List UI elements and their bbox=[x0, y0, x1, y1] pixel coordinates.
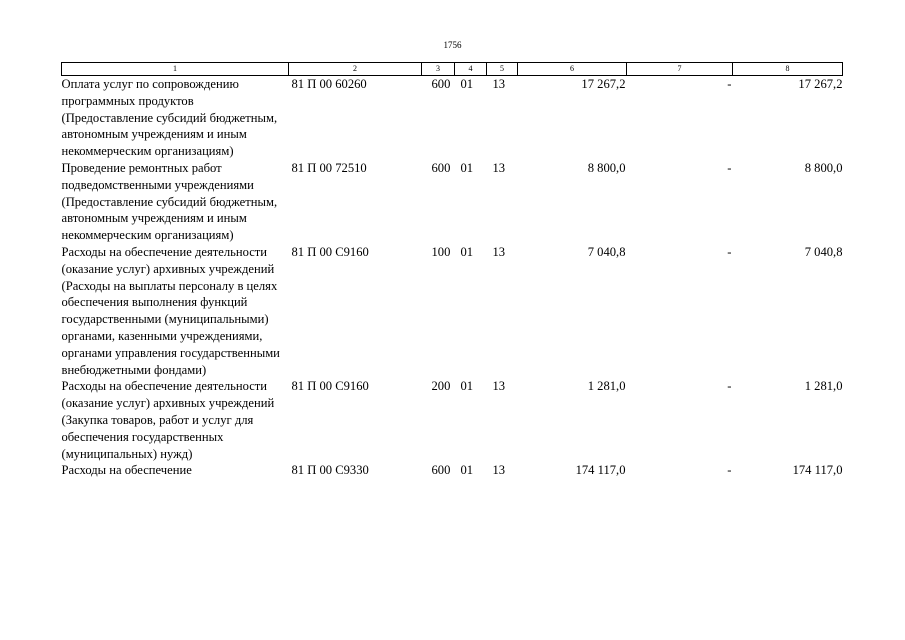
table-row bbox=[62, 462, 843, 479]
row-name: Расходы на обеспечение bbox=[61, 463, 192, 478]
row-code: 81 П 00 С9160 bbox=[291, 379, 369, 394]
row-subsection: 13 bbox=[492, 160, 506, 175]
row-expense-type: 600 bbox=[431, 463, 451, 478]
header-row bbox=[62, 63, 843, 76]
row-sum: 17 267,2 bbox=[581, 77, 626, 91]
row-name: Расходы на обеспечение деятельности (оказание услуг) архивных учреждений (Закупка товаров, работ и услуг для обеспечения государственных (муниципальных) нужд) bbox=[61, 379, 275, 461]
row-name: Оплата услуг по сопровождению программных продуктов (Предоставление субсидий бюджетным, автономным учреждениям и иным некоммерческим организациям) bbox=[61, 77, 278, 159]
header-col-7: 7 bbox=[627, 63, 733, 76]
header-col-1: 1 bbox=[62, 63, 289, 76]
row-total: 8 800,0 bbox=[804, 160, 843, 175]
row-expense-type: 600 bbox=[431, 160, 451, 175]
row-code: 81 П 00 С9330 bbox=[291, 463, 369, 478]
row-code: 81 П 00 60260 bbox=[291, 77, 367, 91]
row-subsection: 13 bbox=[492, 379, 506, 394]
budget-table bbox=[61, 62, 843, 479]
row-change: - bbox=[727, 379, 732, 394]
row-subsection: 13 bbox=[492, 77, 506, 91]
table-row bbox=[62, 378, 843, 462]
page-number: 1756 bbox=[443, 40, 462, 50]
row-sum: 174 117,0 bbox=[575, 463, 626, 478]
row-expense-type: 200 bbox=[431, 379, 451, 394]
row-sum: 7 040,8 bbox=[587, 244, 626, 259]
table-header bbox=[62, 63, 843, 76]
table-body bbox=[62, 76, 843, 480]
header-col-8: 8 bbox=[733, 63, 843, 76]
row-change: - bbox=[727, 160, 732, 175]
row-expense-type: 100 bbox=[431, 244, 451, 259]
row-name: Проведение ремонтных работ подведомственными учреждениями (Предоставление субсидий бюджетным, автономным учреждениям и иным некоммерческим организациям) bbox=[61, 160, 278, 243]
row-expense-type: 600 bbox=[431, 77, 451, 91]
header-col-5: 5 bbox=[487, 63, 518, 76]
table-row bbox=[62, 244, 843, 378]
table-row bbox=[62, 76, 843, 160]
row-sum: 1 281,0 bbox=[587, 379, 626, 394]
row-section: 01 bbox=[460, 244, 474, 259]
row-section: 01 bbox=[460, 160, 474, 175]
header-col-6: 6 bbox=[518, 63, 627, 76]
header-col-4: 4 bbox=[455, 63, 487, 76]
header-col-2: 2 bbox=[289, 63, 422, 76]
row-total: 17 267,2 bbox=[798, 77, 843, 91]
row-sum: 8 800,0 bbox=[587, 160, 626, 175]
row-subsection: 13 bbox=[492, 463, 506, 478]
row-section: 01 bbox=[460, 379, 474, 394]
row-change: - bbox=[727, 244, 732, 259]
row-code: 81 П 00 С9160 bbox=[291, 244, 369, 259]
row-change: - bbox=[727, 463, 732, 478]
row-total: 7 040,8 bbox=[804, 244, 843, 259]
row-total: 1 281,0 bbox=[804, 379, 843, 394]
row-subsection: 13 bbox=[492, 244, 506, 259]
row-change: - bbox=[727, 77, 732, 91]
table-row bbox=[62, 160, 843, 244]
header-col-3: 3 bbox=[422, 63, 455, 76]
row-total: 174 117,0 bbox=[792, 463, 843, 478]
row-name: Расходы на обеспечение деятельности (оказание услуг) архивных учреждений (Расходы на выплаты персоналу в целях обеспечения выполнения функций государственными (муниципальными) органами, казенными учреждениями, органами управления государственными внебюджетными фондами) bbox=[61, 244, 280, 377]
row-section: 01 bbox=[460, 463, 474, 478]
row-code: 81 П 00 72510 bbox=[291, 160, 367, 175]
row-section: 01 bbox=[460, 77, 474, 91]
